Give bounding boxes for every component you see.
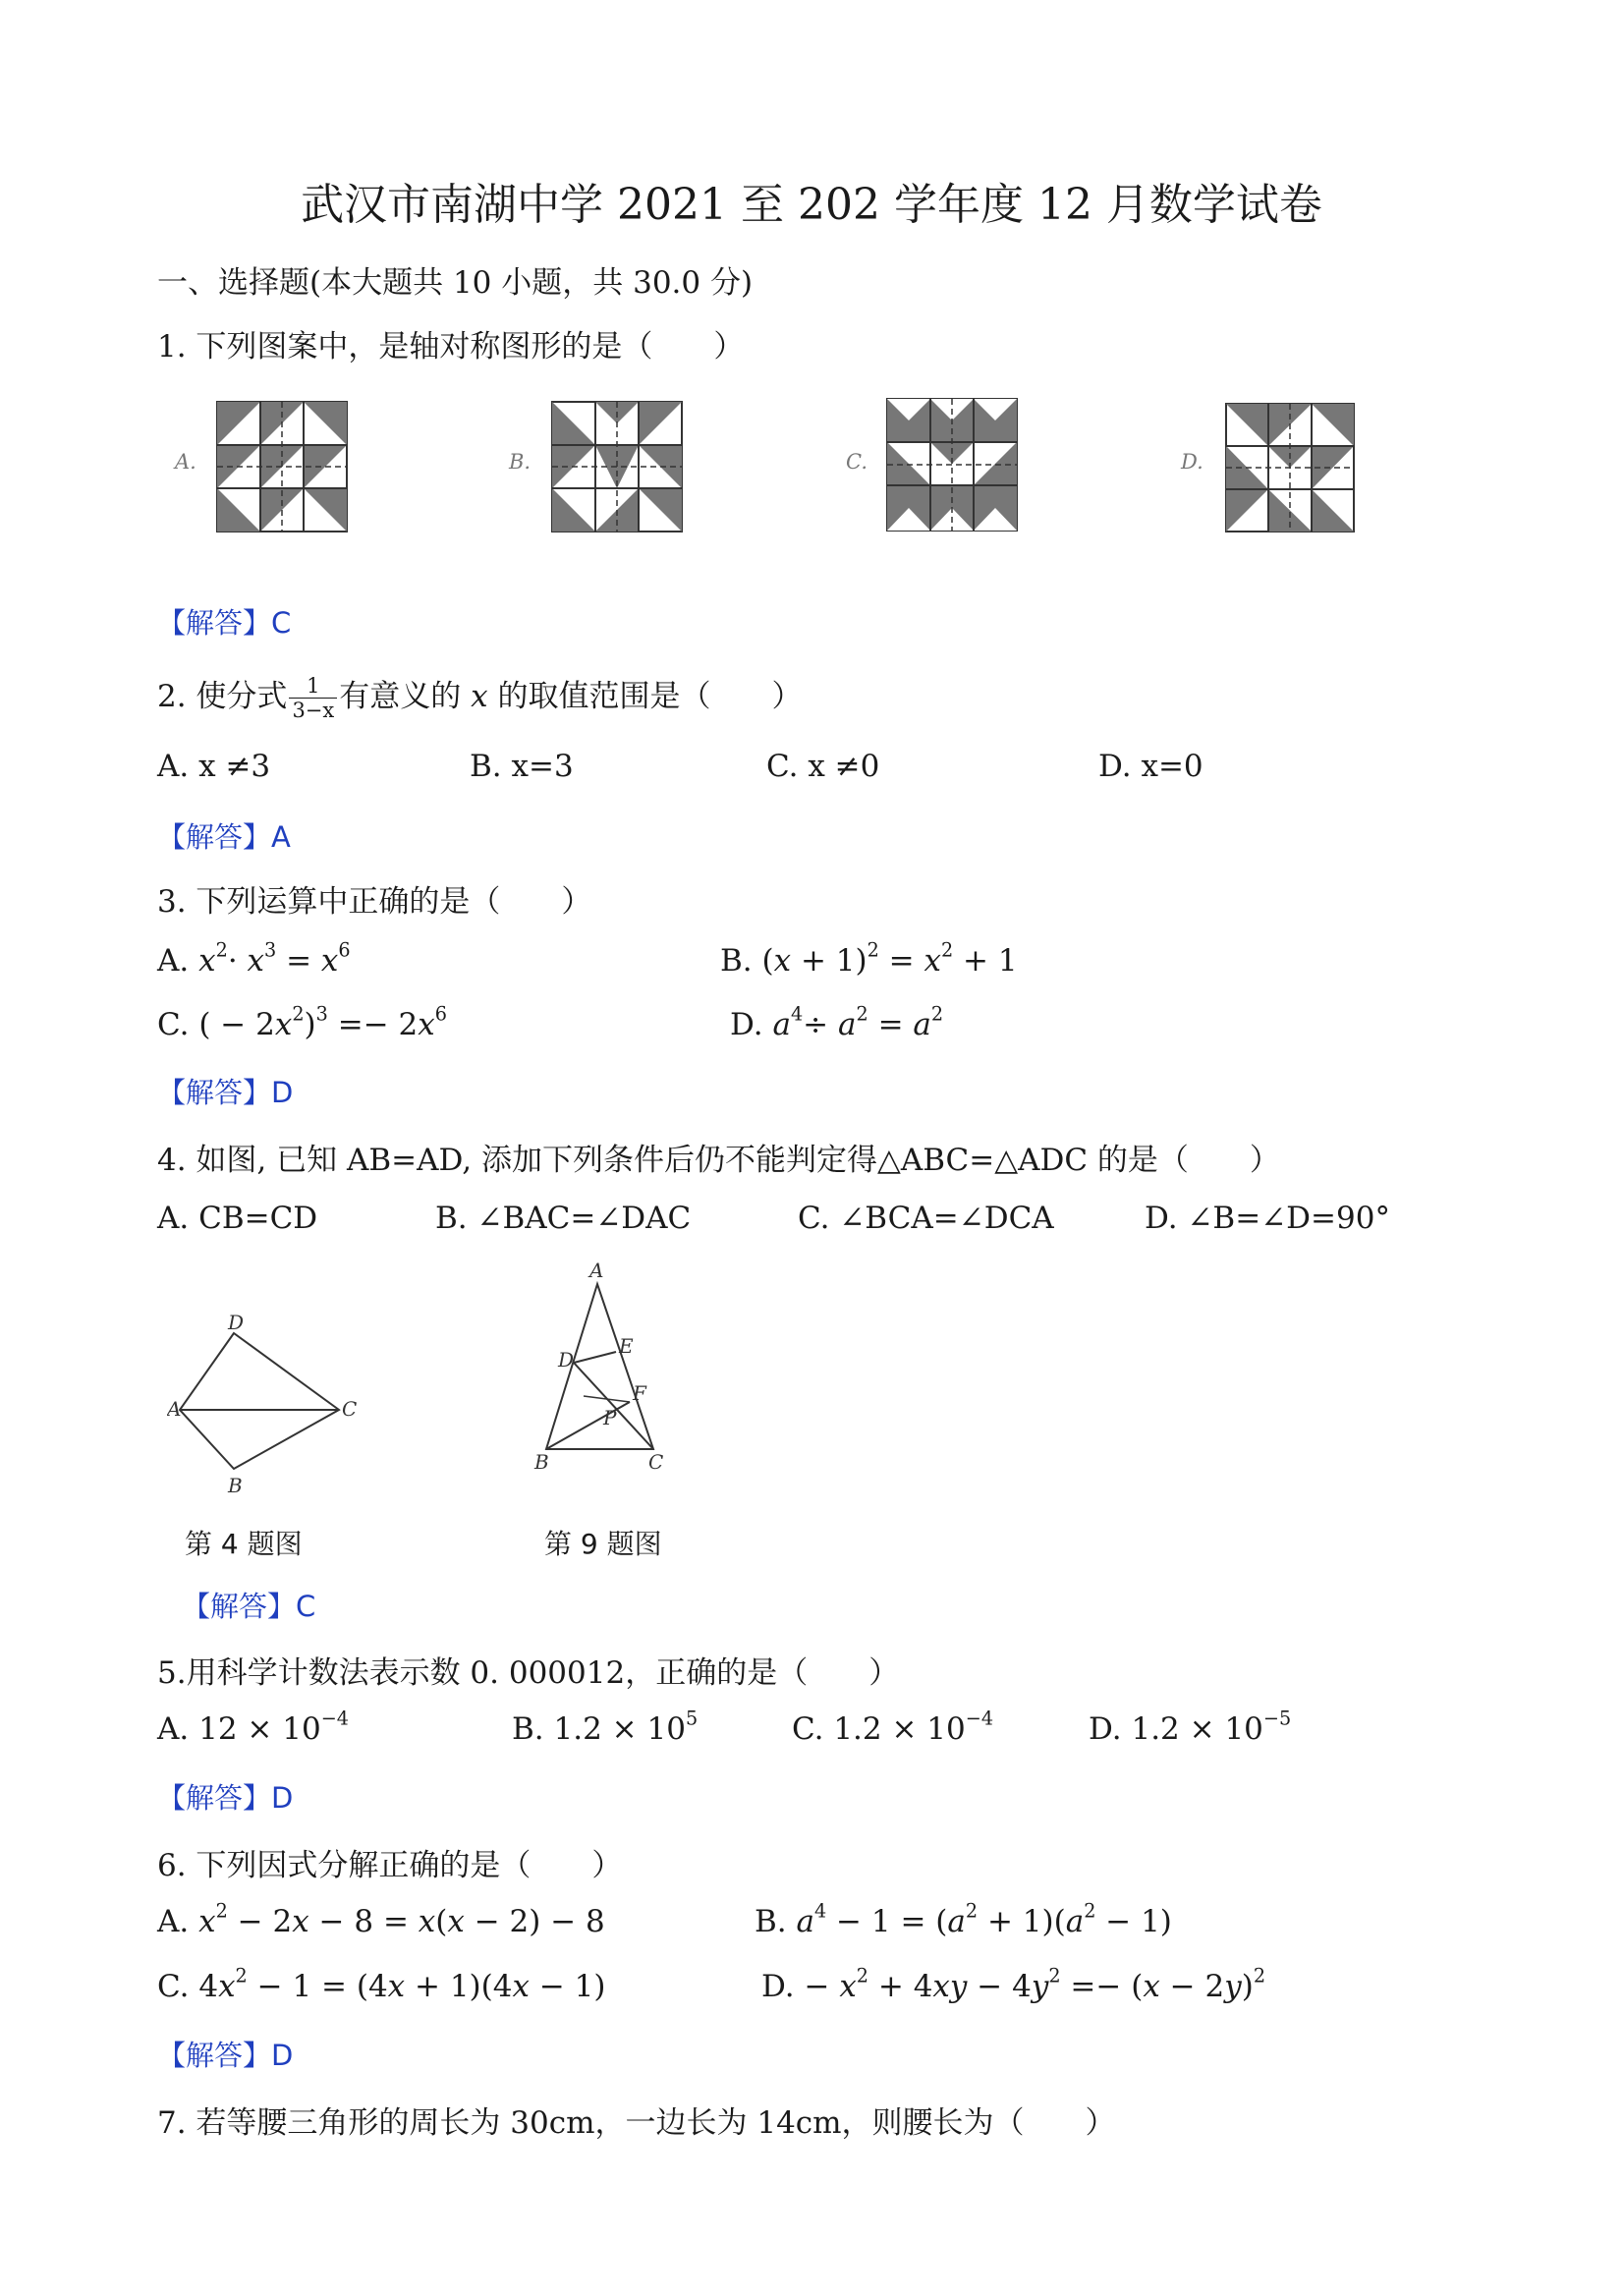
q6-answer: 【解答】D [157, 2039, 294, 2072]
q6-stem: 6. 下列因式分解正确的是（ ） [157, 1848, 623, 1883]
q5-stem: 5.用科学计数法表示数 0. 000012，正确的是（ ） [157, 1655, 900, 1691]
q6-option-d: D. − $x^2 + 4xy - 4y^2 =- (x - 2y)^2$ [761, 1964, 1266, 2004]
fig9-label-f: F [633, 1381, 646, 1405]
q1-pattern-d [1225, 403, 1355, 532]
q3-stem: 3. 下列运算中正确的是（ ） [157, 884, 592, 920]
q5-option-d: D. $1.2 \times 10^{-5}$ [1089, 1707, 1292, 1747]
fig9-label-e: E [619, 1334, 634, 1358]
fig9-label-c: C [648, 1450, 664, 1474]
q4-answer: 【解答】C [182, 1590, 316, 1623]
q3-option-d: D. $a^4\div a^2 = a^2$ [730, 1002, 944, 1042]
figure-q4-caption: 第 4 题图 [185, 1528, 303, 1560]
exam-title: 武汉市南湖中学 2021 至 202 学年度 12 月数学试卷 [301, 180, 1322, 230]
q1-pattern-a [216, 401, 348, 532]
q3-option-b: B. $(x + 1)^2 = x^2 + 1$ [720, 938, 1018, 979]
q1-option-a-label: A. [175, 450, 196, 474]
fig4-label-a: A [167, 1397, 182, 1421]
q6-option-b: B. $a^4 - 1 = (a^2 + 1)(a^2 - 1)$ [755, 1899, 1172, 1939]
q2-fraction: $\frac{1}{3-x}$ [289, 674, 337, 722]
q5-option-b: B. $1.2 \times 10^5$ [512, 1707, 699, 1747]
fig4-label-c: C [342, 1397, 358, 1421]
q7-stem: 7. 若等腰三角形的周长为 30cm，一边长为 14cm，则腰长为（ ） [157, 2105, 1116, 2141]
q1-option-d-label: D. [1181, 450, 1203, 474]
q5-option-c: C. $1.2 \times 10^{-4}$ [792, 1707, 994, 1747]
fig9-label-a: A [589, 1262, 604, 1282]
q2-stem: 2. 使分式 $\frac{1}{3-x}$ 有意义的 x 的取值范围是（ ） [157, 673, 803, 722]
q2-option-d: D. x=0 [1098, 749, 1203, 784]
q1-option-c-label: C. [846, 450, 867, 474]
q2-answer: 【解答】A [157, 820, 291, 854]
q1-pattern-c [886, 398, 1018, 532]
q1-option-b-label: B. [509, 450, 532, 474]
q4-option-b: B. ∠BAC=∠DAC [435, 1201, 692, 1236]
q1-answer: 【解答】C [157, 606, 292, 640]
q2-option-b: B. x=3 [470, 749, 574, 784]
q1-stem: 1. 下列图案中，是轴对称图形的是（ ） [157, 329, 745, 364]
q4-option-c: C. ∠BCA=∠DCA [798, 1201, 1054, 1236]
figure-q4-quadrilateral [167, 1312, 364, 1498]
q3-answer: 【解答】D [157, 1076, 294, 1109]
q5-answer: 【解答】D [157, 1781, 294, 1815]
fig9-label-b: B [534, 1450, 549, 1474]
section-header: 一、选择题(本大题共 10 小题，共 30.0 分) [157, 265, 754, 301]
figure-q9-triangle [531, 1262, 678, 1484]
fig4-label-d: D [228, 1312, 245, 1334]
q4-option-a: A. CB=CD [157, 1201, 318, 1236]
fig9-label-d: D [558, 1348, 575, 1372]
q3-option-a: A. $x^2\cdot x^3 = x^6$ [157, 938, 351, 979]
fig9-label-p: P [603, 1406, 617, 1429]
figure-q9-caption: 第 9 题图 [544, 1528, 662, 1560]
q4-stem: 4. 如图, 已知 AB=AD, 添加下列条件后仍不能判定得△ABC=△ADC 的是（ ） [157, 1143, 1280, 1178]
q3-option-c: C. ( − $2x^2)^3 =- 2x^6$ [157, 1002, 447, 1042]
q6-option-a: A. $x^2 - 2x - 8 = x(x - 2) - 8$ [157, 1899, 605, 1939]
fig4-label-b: B [228, 1474, 243, 1497]
q6-option-c: C. $4x^2 - 1 = (4x + 1)(4x - 1)$ [157, 1964, 606, 2004]
q2-option-c: C. x ≠0 [766, 749, 880, 784]
q4-option-d: D. ∠B=∠D=90° [1145, 1201, 1390, 1236]
q1-pattern-b [551, 401, 683, 532]
q5-option-a: A. $12 \times 10^{-4}$ [157, 1707, 349, 1747]
q2-option-a: A. x ≠3 [157, 749, 271, 784]
